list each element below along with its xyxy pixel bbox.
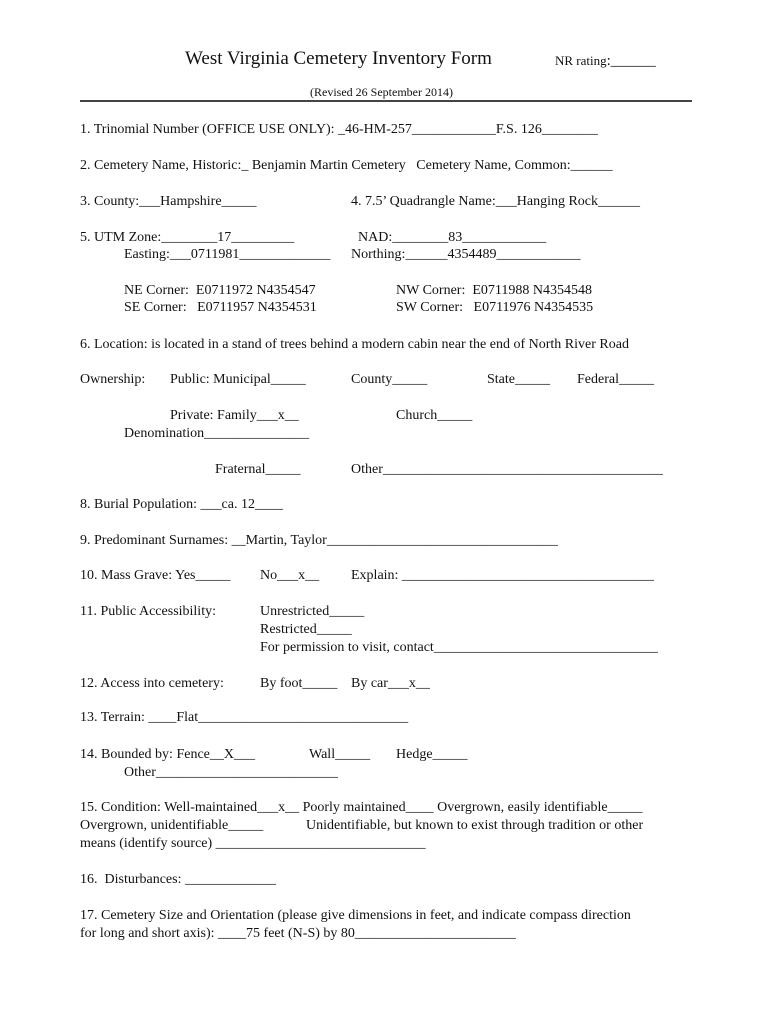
ownership-state-field[interactable]: State_____ (487, 372, 550, 387)
disturbances-field[interactable]: 16. Disturbances: _____________ (80, 872, 276, 887)
easting-field[interactable]: Easting:___0711981_____________ (124, 247, 331, 262)
northing-field[interactable]: Northing:______4354489____________ (351, 247, 581, 262)
trinomial-number-field[interactable]: 1. Trinomial Number (OFFICE USE ONLY): _46-HM-257____________F.S. 126________ (80, 122, 598, 137)
terrain-field[interactable]: 13. Terrain: ____Flat______________________________ (80, 710, 409, 725)
ownership-county-field[interactable]: County_____ (351, 372, 428, 387)
nad-field[interactable]: NAD:________83____________ (358, 230, 547, 245)
permission-contact-field[interactable]: For permission to visit, contact________________________________ (260, 640, 658, 655)
accessibility-label: 11. Public Accessibility: (80, 604, 216, 619)
size-orientation-line-1: 17. Cemetery Size and Orientation (please give dimensions in feet, and indicate compass direction (80, 908, 631, 923)
burial-population-field[interactable]: 8. Burial Population: ___ca. 12____ (80, 497, 283, 512)
form-title: West Virginia Cemetery Inventory Form (185, 48, 492, 69)
access-label: 12. Access into cemetery: (80, 676, 224, 691)
nr-rating-label: NR rating (555, 53, 607, 68)
utm-zone-field[interactable]: 5. UTM Zone:________17_________ (80, 230, 295, 245)
denomination-field[interactable]: Denomination_______________ (124, 426, 310, 441)
bounded-other-field[interactable]: Other__________________________ (124, 765, 338, 780)
condition-overgrown-field[interactable]: Overgrown, unidentifiable_____ (80, 818, 264, 833)
ownership-label: Ownership: (80, 372, 146, 387)
ownership-other-field[interactable]: Other________________________________________ (351, 462, 663, 477)
sw-corner-value: SW Corner: E0711976 N4354535 (396, 300, 594, 315)
restricted-field[interactable]: Restricted_____ (260, 622, 352, 637)
mass-grave-yes-field[interactable]: 10. Mass Grave: Yes_____ (80, 568, 231, 583)
size-orientation-field[interactable]: for long and short axis): ____75 feet (N-S) by 80_______________________ (80, 926, 516, 941)
quadrangle-field[interactable]: 4. 7.5’ Quadrangle Name:___Hanging Rock______ (351, 194, 641, 209)
condition-line-1[interactable]: 15. Condition: Well-maintained___x__ Poorly maintained____ Overgrown, easily identifiable_____ (80, 800, 643, 815)
mass-grave-explain-field[interactable]: Explain: ____________________________________ (351, 568, 654, 583)
ne-corner-value: NE Corner: E0711972 N4354547 (124, 283, 316, 298)
ownership-church-field[interactable]: Church_____ (396, 408, 473, 423)
nr-rating-field[interactable] (555, 53, 656, 69)
nw-corner-value: NW Corner: E0711988 N4354548 (396, 283, 592, 298)
se-corner-value: SE Corner: E0711957 N4354531 (124, 300, 317, 315)
condition-unidentifiable-text: Unidentifiable, but known to exist through tradition or other (306, 818, 644, 833)
location-field[interactable]: 6. Location: is located in a stand of trees behind a modern cabin near the end of North River Road (80, 337, 629, 352)
cemetery-name-field[interactable]: 2. Cemetery Name, Historic:_ Benjamin Martin Cemetery Cemetery Name, Common:______ (80, 158, 613, 173)
bounded-wall-field[interactable]: Wall_____ (309, 747, 371, 762)
unrestricted-field[interactable]: Unrestricted_____ (260, 604, 365, 619)
ownership-fraternal-field[interactable]: Fraternal_____ (215, 462, 301, 477)
bounded-fence-field[interactable]: 14. Bounded by: Fence__X___ (80, 747, 255, 762)
condition-source-field[interactable]: means (identify source) ______________________________ (80, 836, 426, 851)
access-by-foot-field[interactable]: By foot_____ (260, 676, 338, 691)
header-rule (80, 100, 692, 102)
revision-date: (Revised 26 September 2014) (310, 85, 453, 99)
ownership-private-field[interactable]: Private: Family___x__ (170, 408, 299, 423)
surnames-field[interactable]: 9. Predominant Surnames: __Martin, Taylor_________________________________ (80, 533, 558, 548)
county-field[interactable]: 3. County:___Hampshire_____ (80, 194, 257, 209)
ownership-public-field[interactable]: Public: Municipal_____ (170, 372, 306, 387)
mass-grave-no-field[interactable]: No___x__ (260, 568, 320, 583)
ownership-federal-field[interactable]: Federal_____ (577, 372, 654, 387)
access-by-car-field[interactable]: By car___x__ (351, 676, 430, 691)
nr-rating-value: :______ (606, 53, 656, 69)
bounded-hedge-field[interactable]: Hedge_____ (396, 747, 468, 762)
